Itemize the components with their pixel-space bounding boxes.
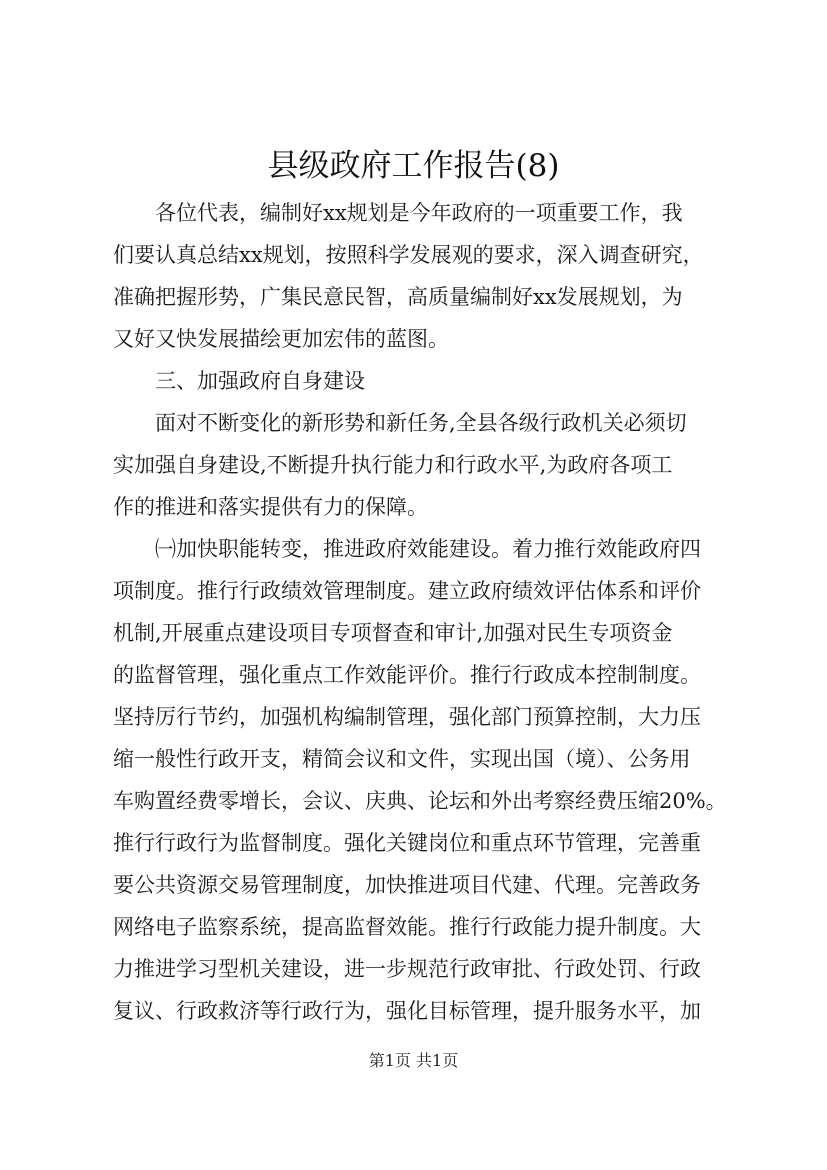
body-line: 们要认真总结xx规划，按照科学发展观的要求，深入调查研究， [113, 243, 704, 267]
page-footer: 第1页 共1页 [368, 1051, 459, 1070]
body-line: 作的推进和落实提供有力的保障。 [113, 495, 428, 519]
body-line: 项制度。推行行政绩效管理制度。建立政府绩效评估体系和评价 [113, 579, 701, 603]
section-heading: 三、加强政府自身建设 [113, 369, 365, 393]
body-line: 的监督管理，强化重点工作效能评价。推行行政成本控制制度。 [113, 663, 701, 687]
body-line: 网络电子监察系统，提高监督效能。推行行政能力提升制度。大 [113, 915, 701, 939]
body-line: 缩一般性行政开支，精简会议和文件，实现出国（境）、公务用 [113, 747, 691, 771]
body-line: 要公共资源交易管理制度，加快推进项目代建、代理。完善政务 [113, 873, 701, 897]
body-line: 复议、行政救济等行政行为，强化目标管理，提升服务水平，加 [113, 999, 701, 1023]
body-line: 实加强自身建设,不断提升执行能力和行政水平,为政府各项工 [113, 453, 673, 477]
document-title: 县级政府工作报告(8) [267, 148, 560, 184]
body-line: 力推进学习型机关建设，进一步规范行政审批、行政处罚、行政 [113, 957, 701, 981]
body-line: 各位代表，编制好xx规划是今年政府的一项重要工作，我 [113, 201, 683, 225]
body-line: 准确把握形势，广集民意民智，高质量编制好xx发展规划，为 [113, 285, 683, 309]
body-line: 推行行政行为监督制度。强化关键岗位和重点环节管理，完善重 [113, 831, 701, 855]
body-line: 坚持厉行节约，加强机构编制管理，强化部门预算控制，大力压 [113, 705, 701, 729]
body-line: 车购置经费零增长，会议、庆典、论坛和外出考察经费压缩20%。 [113, 789, 727, 813]
body-line: 又好又快发展描绘更加宏伟的蓝图。 [113, 327, 449, 351]
body-line: 面对不断变化的新形势和新任务,全县各级行政机关必须切 [113, 411, 687, 435]
body-line: 机制,开展重点建设项目专项督查和审计,加强对民生专项资金 [113, 621, 673, 645]
body-line: ㈠加快职能转变，推进政府效能建设。着力推行效能政府四 [113, 537, 701, 561]
